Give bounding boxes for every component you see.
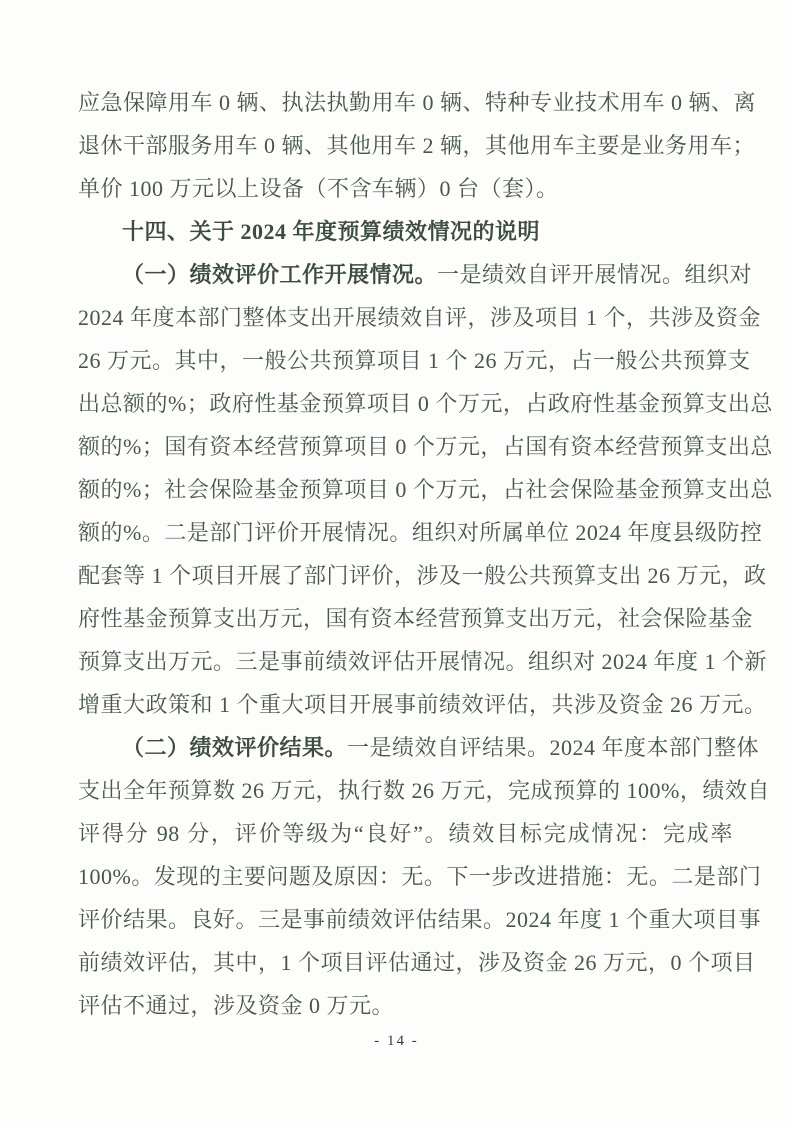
text-line: 出总额的%；政府性基金预算项目 0 个万元，占政府性基金预算支出总	[78, 391, 773, 416]
text-line: 评价结果。良好。三是事前绩效评估结果。2024 年度 1 个重大项目事	[78, 907, 762, 932]
text-line: 府性基金预算支出万元，国有资本经营预算支出万元，社会保险基金	[78, 606, 754, 631]
text-line: 退休干部服务用车 0 辆、其他用车 2 辆，其他用车主要是业务用车；	[78, 133, 756, 158]
text-line: 额的%；社会保险基金预算项目 0 个万元，占社会保险基金预算支出总	[78, 477, 773, 502]
text-line: 增重大政策和 1 个重大项目开展事前绩效评估，共涉及资金 26 万元。	[78, 692, 767, 717]
text-line: 26 万元。其中，一般公共预算项目 1 个 26 万元，占一般公共预算支	[78, 348, 751, 373]
text-line	[78, 253, 753, 296]
text-line: 单价 100 万元以上设备（不含车辆）0 台（套）。	[78, 176, 559, 201]
text-line: 额的%；国有资本经营预算项目 0 个万元，占国有资本经营预算支出总	[78, 434, 773, 459]
text-line: 支出全年预算数 26 万元，执行数 26 万元，完成预算的 100%，绩效自	[78, 778, 770, 803]
text-line	[78, 726, 760, 769]
text-line: 前绩效评估，其中，1 个项目评估通过，涉及资金 26 万元，0 个项目	[78, 950, 756, 975]
text-line: 应急保障用车 0 辆、执法执勤用车 0 辆、特种专业技术用车 0 辆、离	[78, 90, 757, 115]
text-line: 2024 年度本部门整体支出开展绩效自评，涉及项目 1 个，共涉及资金	[78, 305, 762, 330]
text-line: 配套等 1 个项目开展了部门评价，涉及一般公共预算支出 26 万元，政	[78, 563, 767, 588]
text-line: 评得分 98 分，评价等级为“良好”。绩效目标完成情况：完成率	[78, 821, 733, 846]
subsection-heading: （一）绩效评价工作开展情况。	[122, 262, 438, 287]
text-run: 一是绩效自评开展情况。组织对	[437, 262, 753, 287]
text-run: 一是绩效自评结果。2024 年度本部门整体	[347, 735, 760, 760]
page-number: - 14 -	[374, 1033, 419, 1049]
text-line: 预算支出万元。三是事前绩效评估开展情况。组织对 2024 年度 1 个新	[78, 649, 768, 674]
section-heading: 十四、关于 2024 年度预算绩效情况的说明	[122, 219, 541, 244]
document-text-block	[78, 81, 773, 1027]
text-line: 评估不通过，涉及资金 0 万元。	[78, 993, 395, 1018]
text-line: 100%。发现的主要问题及原因：无。下一步改进措施：无。二是部门	[78, 864, 762, 889]
text-line: 额的%。二是部门评价开展情况。组织对所属单位 2024 年度县级防控	[78, 520, 763, 545]
subsection-heading: （二）绩效评价结果。	[122, 735, 348, 760]
